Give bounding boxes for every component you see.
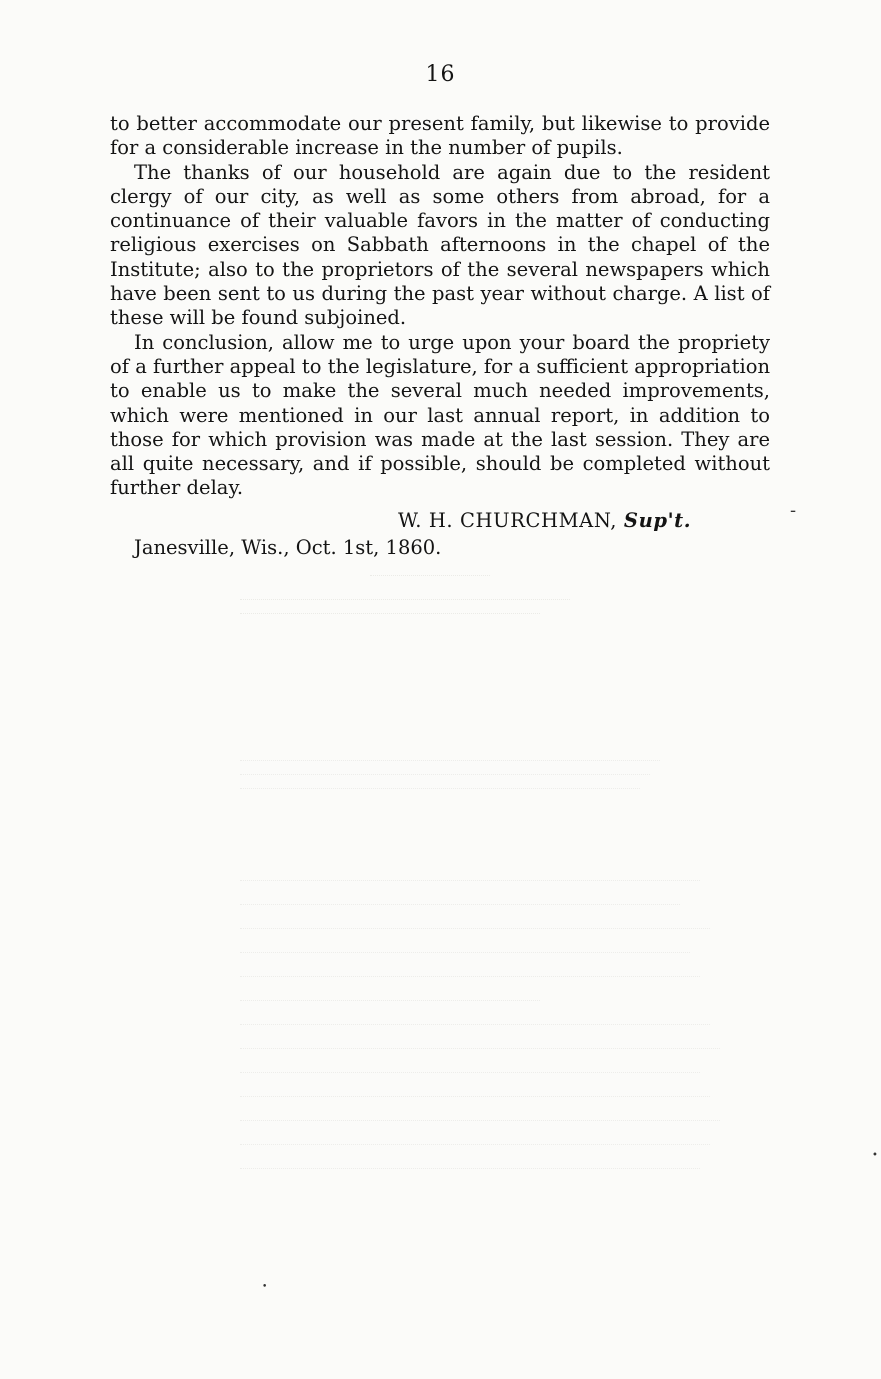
body-text [110,112,770,501]
show-through-block [240,760,740,792]
paragraph-conclusion: In conclusion, allow me to urge upon your board the propriety of a further appeal to the legislature, for a sufficient appropriation to enable us to make the several much needed improvements, which were mentioned in our last annual report, in addition to those for which provision was made at the last session. They are all quite necessary, and if possible, should be completed without further delay. [110,330,770,500]
show-through-block [240,880,740,1172]
stray-mark: - [790,500,797,521]
page-number: 16 [425,62,456,87]
dateline: Janesville, Wis., Oct. 1st, 1860. [134,536,442,559]
stray-mark: • [872,1150,878,1161]
paragraph-thanks: The thanks of our household are again due to the resident clergy of our city, as well as some others from abroad, for a continuance of their valuable favors in the matter of conducting religious exercises on Sabbath afternoons in the chapel of the Institute; also to the proprietors of the several newspapers which have been sent to us during the past year without charge. A list of these will be found subjoined. [110,160,770,330]
signature-line [398,509,691,533]
stray-mark: • [262,1282,268,1292]
paragraph-continuation: to better accommodate our present family, but likewise to provide for a considerable increase in the number of pupils. [110,112,770,160]
signature-name: W. H. CHURCHMAN, [398,509,618,532]
signature-title: Sup't. [623,509,692,532]
show-through-block [240,575,740,617]
